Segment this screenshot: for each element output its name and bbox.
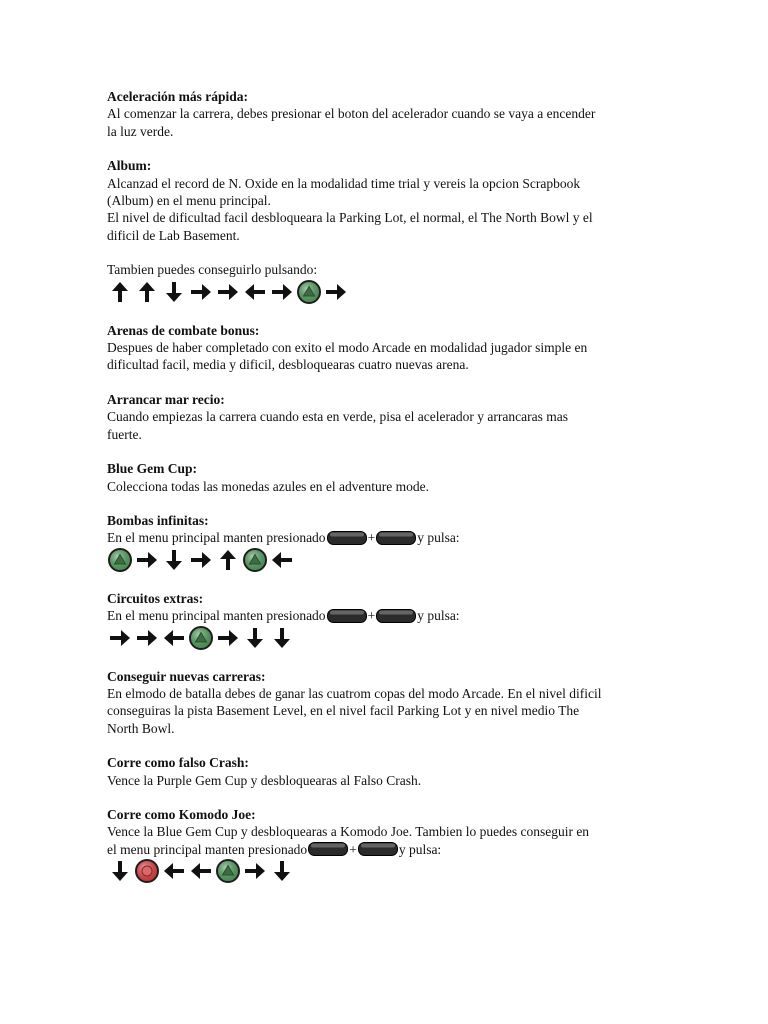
left-arrow-icon	[161, 858, 187, 884]
paragraph-line: El nivel de dificultad facil desbloqueara la Parking Lot, el normal, el The North Bowl y el	[107, 210, 593, 226]
right-arrow-icon	[188, 279, 214, 305]
down-arrow-icon	[161, 279, 187, 305]
section-title: Corre como falso Crash:	[107, 755, 249, 771]
paragraph-line: Tambien puedes conseguirlo pulsando:	[107, 262, 318, 278]
right-arrow-icon	[188, 547, 214, 573]
paragraph-line: Al comenzar la carrera, debes presionar el boton del acelerador cuando se vaya a encender	[107, 106, 596, 122]
paragraph-line: North Bowl.	[107, 720, 175, 736]
section	[107, 590, 667, 651]
right-arrow-icon	[323, 279, 349, 305]
section-title: Arrancar mar recio:	[107, 391, 225, 407]
left-arrow-icon	[161, 625, 187, 651]
section-title: Conseguir nuevas carreras:	[107, 668, 266, 684]
section-gap	[107, 244, 667, 261]
section-gap	[107, 495, 667, 512]
section-gap	[107, 140, 667, 157]
left-arrow-icon	[242, 279, 268, 305]
right-arrow-icon	[107, 625, 133, 651]
right-arrow-icon	[134, 625, 160, 651]
triangle-button-icon	[242, 547, 268, 573]
section-gap	[107, 305, 667, 322]
paragraph-line: Vence la Blue Gem Cup y desbloquearas a Komodo Joe. Tambien lo puedes conseguir en	[107, 824, 590, 840]
button-instruction-line	[107, 607, 667, 624]
paragraph-line: dificultad facil, media y dificil, desbloquearas cuatro nuevas arena.	[107, 357, 469, 373]
section-gap	[107, 651, 667, 668]
section-title: Bombas infinitas:	[107, 512, 209, 528]
instruction-text: y pulsa:	[417, 608, 460, 624]
instruction-text: y pulsa:	[398, 841, 442, 857]
left-arrow-icon	[269, 547, 295, 573]
right-arrow-icon	[134, 547, 160, 573]
button-sequence	[107, 625, 667, 651]
instruction-text: En el menu principal manten presionado	[107, 608, 326, 624]
instruction-text: el menu principal manten presionado	[107, 841, 308, 857]
section-gap	[107, 789, 667, 806]
button-sequence	[107, 547, 667, 573]
paragraph-line: Vence la Purple Gem Cup y desbloquearas al Falso Crash.	[107, 772, 422, 788]
section	[107, 261, 667, 304]
paragraph-line: dificil de Lab Basement.	[107, 227, 240, 243]
section-title: Blue Gem Cup:	[107, 461, 198, 477]
l1-button-icon	[327, 609, 367, 623]
circle-button-icon	[134, 858, 160, 884]
paragraph-line: conseguiras la pista Basement Level, en el nivel facil Parking Lot y en nivel medio The	[107, 703, 580, 719]
section	[107, 512, 667, 573]
l1-button-icon	[308, 842, 348, 856]
section-gap	[107, 737, 667, 754]
button-instruction-line	[107, 841, 667, 858]
paragraph-line: Despues de haber completado con exito el modo Arcade en modalidad jugador simple en	[107, 340, 588, 356]
down-arrow-icon	[242, 625, 268, 651]
plus-sign: +	[349, 841, 357, 857]
section	[107, 806, 667, 884]
instruction-text: y pulsa:	[417, 530, 460, 546]
left-arrow-icon	[188, 858, 214, 884]
button-sequence	[107, 279, 667, 305]
triangle-button-icon	[107, 547, 133, 573]
paragraph-line: Alcanzad el record de N. Oxide en la modalidad time trial y vereis la opcion Scrapbook	[107, 175, 581, 191]
section-title: Album:	[107, 158, 152, 174]
r1-button-icon	[358, 842, 398, 856]
right-arrow-icon	[215, 625, 241, 651]
plus-sign: +	[367, 530, 376, 546]
paragraph-line: fuerte.	[107, 426, 142, 442]
down-arrow-icon	[107, 858, 133, 884]
section-title: Aceleración más rápida:	[107, 89, 248, 104]
section-title: Arenas de combate bonus:	[107, 322, 260, 338]
section-title: Corre como Komodo Joe:	[107, 806, 256, 822]
button-sequence	[107, 858, 667, 884]
right-arrow-icon	[269, 279, 295, 305]
up-arrow-icon	[134, 279, 160, 305]
section-gap	[107, 573, 667, 590]
instruction-text: En el menu principal manten presionado	[107, 530, 326, 546]
section	[107, 754, 667, 789]
paragraph-line: Cuando empiezas la carrera cuando esta en verde, pisa el acelerador y arrancaras mas	[107, 409, 568, 425]
triangle-button-icon	[296, 279, 322, 305]
document-page	[107, 88, 667, 884]
section-title: Circuitos extras:	[107, 590, 204, 606]
r1-button-icon	[376, 609, 416, 623]
paragraph-line: Colecciona todas las monedas azules en el adventure mode.	[107, 478, 430, 494]
triangle-button-icon	[188, 625, 214, 651]
section-gap	[107, 374, 667, 391]
right-arrow-icon	[242, 858, 268, 884]
triangle-button-icon	[215, 858, 241, 884]
section	[107, 88, 667, 140]
l1-button-icon	[327, 531, 367, 545]
right-arrow-icon	[215, 279, 241, 305]
down-arrow-icon	[269, 858, 295, 884]
up-arrow-icon	[107, 279, 133, 305]
r1-button-icon	[376, 531, 416, 545]
section	[107, 157, 667, 244]
down-arrow-icon	[269, 625, 295, 651]
down-arrow-icon	[161, 547, 187, 573]
section	[107, 322, 667, 374]
button-instruction-line	[107, 529, 667, 546]
paragraph-line: (Album) en el menu principal.	[107, 193, 271, 209]
section	[107, 668, 667, 738]
section	[107, 391, 667, 443]
up-arrow-icon	[215, 547, 241, 573]
section	[107, 460, 667, 495]
plus-sign: +	[367, 608, 376, 624]
paragraph-line: la luz verde.	[107, 123, 174, 139]
paragraph-line: En elmodo de batalla debes de ganar las cuatrom copas del modo Arcade. En el nivel dificil	[107, 685, 602, 701]
section-gap	[107, 443, 667, 460]
